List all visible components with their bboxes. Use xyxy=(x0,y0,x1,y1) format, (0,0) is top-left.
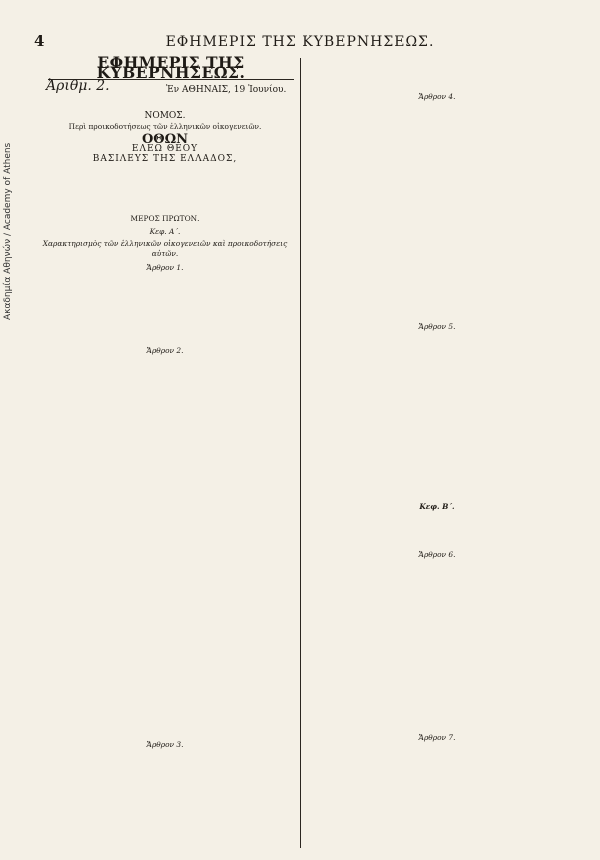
article-4-illegible-gap xyxy=(306,102,568,318)
law-subject: Περὶ προικοδοτήσεως τῶν ἑλληνικῶν οἰκογενειῶν. xyxy=(68,121,262,131)
article-1-illegible-gap xyxy=(36,272,294,342)
issue-line xyxy=(36,78,294,104)
archive-stamp: Ακαδημία Αθηνών / Academy of Athens xyxy=(3,142,13,320)
article-5-heading: Ἄρθρον 5. xyxy=(418,321,456,331)
column-rule xyxy=(300,58,301,848)
article-5-illegible-gap xyxy=(306,331,568,499)
right-column xyxy=(306,58,568,743)
chapter-b-heading: Κεφ. Β΄. xyxy=(419,502,455,512)
issue-number: Ἀριθμ. 2. xyxy=(46,78,110,95)
left-column xyxy=(36,53,294,749)
issue-place-date: Ἐν ΑΘΗΝΑΙΣ, 19 Ἰουνίου. xyxy=(166,85,287,96)
article-6-heading: Ἄρθρον 6. xyxy=(418,549,456,559)
page-number: 4 xyxy=(34,32,45,50)
article-7-heading: Ἄρθρον 7. xyxy=(418,733,456,743)
preamble-illegible-gap xyxy=(36,164,294,210)
king-name: ΟΘΩΝ xyxy=(141,132,189,148)
chapter-b-illegible-gap xyxy=(306,512,568,546)
article-1-heading: Ἄρθρον 1. xyxy=(146,262,184,272)
law-heading: ΝΟΜΟΣ. xyxy=(144,111,186,122)
article-2-illegible-gap xyxy=(36,356,294,736)
article-4-heading: Ἄρθρον 4. xyxy=(418,92,456,101)
chapter-a-subject: Χαρακτηρισμὸς τῶν ἑλληνικῶν οἰκογενειῶν καὶ προικοδοτήσεις αὐτῶν. xyxy=(42,239,288,258)
article-3-heading: Ἄρθρον 3. xyxy=(146,739,184,749)
king-title: ΒΑΣΙΛΕΥΣ ΤΗΣ ΕΛΛΑΔΟΣ, xyxy=(92,153,238,164)
masthead: ΕΦΗΜΕΡΙΣ ΤΗΣ ΚΥΒΕΡΝΗΣΕΩΣ. xyxy=(48,58,294,80)
right-top-illegible-gap xyxy=(306,58,568,88)
chapter-a-heading: Κεφ. Α΄. xyxy=(149,226,181,236)
article-2-heading: Ἄρθρον 2. xyxy=(146,346,184,356)
part-heading: ΜΕΡΟΣ ΠΡΩΤΟΝ. xyxy=(130,214,200,224)
article-6-illegible-gap xyxy=(306,559,568,729)
king-grace: ΕΛΕΩ ΘΕΟΥ xyxy=(131,143,199,154)
running-head: ΕΦΗΜΕΡΙΣ ΤΗΣ ΚΥΒΕΡΝΗΣΕΩΣ. xyxy=(165,34,435,50)
